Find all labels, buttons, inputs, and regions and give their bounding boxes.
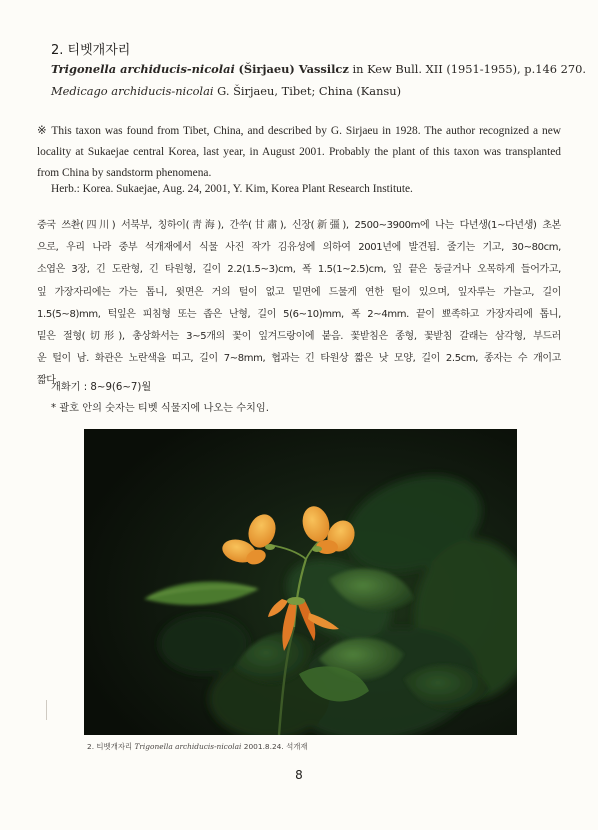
footnote: * 괄호 안의 숫자는 티벳 식물지에 나오는 수치임. bbox=[51, 403, 269, 414]
description-line: 1.5(5~8)mm, 턱잎은 피침형 또는 좁은 난형, 길이 5(6~10)mm, 폭 2~4mm. 끝이 뾰족하고 가장자리에 톱니, bbox=[37, 308, 561, 320]
photo-caption bbox=[87, 741, 308, 752]
description-line: 짧다. bbox=[37, 375, 59, 387]
description-line: 운 털이 남. 화관은 노란색을 띠고, 길이 7~8mm, 협과는 긴 타원상 짧은 낫 모양, 길이 2.5cm, 종자는 수 개이고 bbox=[37, 353, 561, 365]
description-line: 밑은 절형(切形), 총상화서는 3~5개의 꽃이 잎겨드랑이에 붙음. 꽃받침은 종형, 꽃받침 갈래는 삼각형, 부드러 bbox=[37, 331, 561, 343]
caption-date-location: 2001.8.24. 석개재 bbox=[241, 742, 308, 751]
caption-scientific-name: Trigonella archiducis-nicolai bbox=[134, 742, 242, 751]
description-line: 소엽은 3장, 긴 도란형, 긴 타원형, 길이 2.2(1.5~3)cm, 폭 1.5(1~2.5)cm, 잎 끝은 둥글거나 오목하게 들어가고, bbox=[37, 264, 561, 276]
synonym-line bbox=[51, 84, 401, 98]
english-note: ※ This taxon was found from Tibet, China, and described by G. Sirjaeu in 1928. The author recognized a new locality at Sukaejae central Korea, last year, in August 2001. Probably the plant of this taxon was transplanted from China by sandstorm phenomena. bbox=[37, 125, 561, 179]
publication-reference: in Kew Bull. XII (1951-1955), p.146 270. bbox=[348, 62, 586, 76]
accepted-name-line bbox=[51, 62, 586, 76]
margin-mark bbox=[46, 700, 47, 720]
synonym-name: Medicago archiducis-nicolai bbox=[51, 84, 214, 98]
korean-description bbox=[37, 215, 561, 393]
description-line: 으로, 우리 나라 중부 석개재에서 식물 사진 작가 김유성에 의하여 2001년에 발견됨. 줄기는 기고, 30~80cm, bbox=[37, 242, 561, 254]
page-number: 8 bbox=[295, 768, 303, 782]
herbarium-record: Herb.: Korea. Sukaejae, Aug. 24, 2001, Y. Kim, Korea Plant Research Institute. bbox=[51, 183, 413, 195]
description-line: 잎 가장자리에는 가는 톱니, 윗면은 거의 털이 없고 밑면에 드물게 연한 털이 있으며, 잎자루는 가늘고, 길이 bbox=[37, 286, 561, 298]
scientific-name: Trigonella archiducis-nicolai bbox=[51, 62, 235, 76]
flowering-period: 개화기 : 8~9(6~7)월 bbox=[51, 382, 152, 393]
plant-photo bbox=[84, 429, 517, 735]
plant-photo-illustration bbox=[84, 429, 517, 735]
species-heading: 2. 티벳개자리 bbox=[51, 43, 131, 58]
synonym-reference: G. Širjaeu, Tibet; China (Kansu) bbox=[213, 84, 402, 98]
caption-prefix: 2. 티벳개자리 bbox=[87, 742, 135, 751]
description-line: 중국 쓰촨(四川) 서북부, 칭하이(靑海), 간쑤(甘肅), 신장(新彊), 2500~3900m에 나는 다년생(1~다년생) 초본 bbox=[37, 220, 561, 231]
author-citation: (Širjaeu) Vassilcz bbox=[238, 62, 349, 76]
